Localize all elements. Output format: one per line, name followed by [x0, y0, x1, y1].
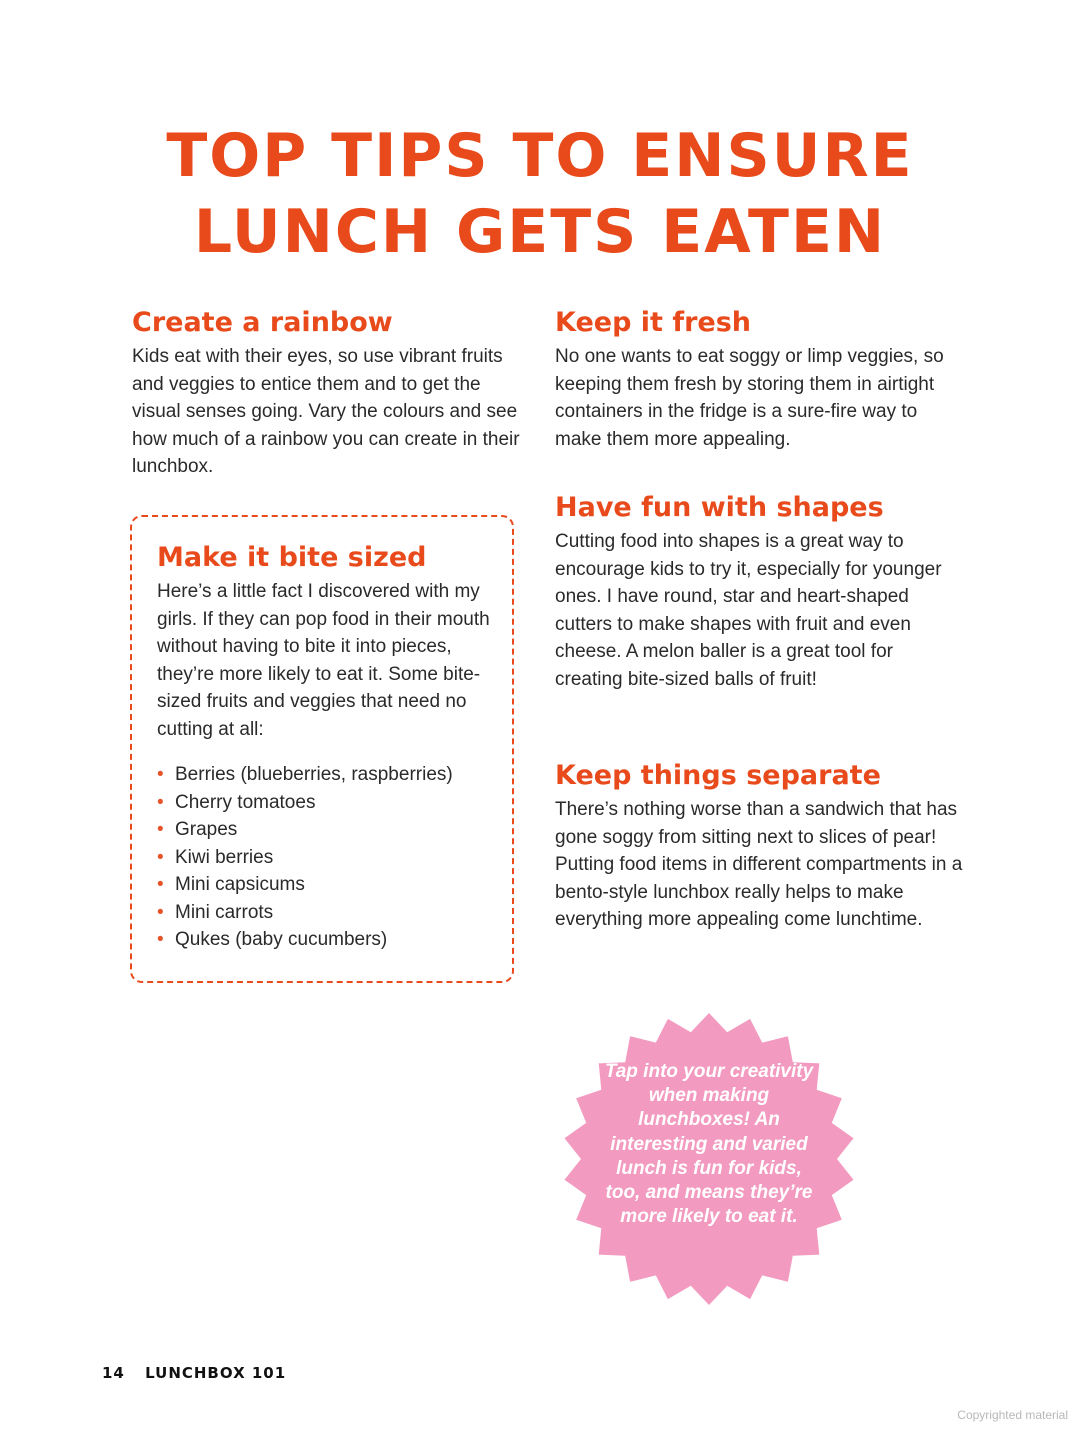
page-title-line-1: TOP TIPS TO ENSURE	[166, 121, 914, 191]
list-item	[157, 899, 502, 927]
list-item-text: Qukes (baby cucumbers)	[175, 929, 388, 950]
section-heading: Have fun with shapes	[555, 492, 884, 523]
bullet-dot-icon: •	[157, 929, 164, 950]
list-item-text: Kiwi berries	[175, 846, 274, 868]
list-item	[157, 789, 502, 817]
bullet-dot-icon: •	[157, 764, 164, 785]
list-item	[157, 816, 502, 844]
callout-text: Tap into your creativity when making lunchboxes! An interesting and varied lunch is fun for kids, too, and means they’re more likely to eat it.	[604, 1061, 814, 1228]
bite-sized-content	[157, 541, 502, 954]
list-item	[157, 926, 502, 954]
page-footer	[102, 1364, 286, 1382]
list-item-text: Grapes	[175, 819, 238, 840]
section-keep-things-separate	[555, 759, 965, 934]
list-item-text: Cherry tomatoes	[175, 791, 316, 813]
copyright-notice: Copyrighted material	[957, 1408, 1068, 1422]
book-title: LUNCHBOX 101	[145, 1364, 287, 1382]
section-heading: Make it bite sized	[157, 542, 427, 573]
section-body: No one wants to eat soggy or limp veggies, so keeping them fresh by storing them in airtight containers in the fridge is a sure-fire way to make them more appealing.	[555, 346, 944, 450]
bullet-dot-icon: •	[157, 846, 164, 868]
list-item	[157, 871, 502, 899]
list-item-text: Mini carrots	[175, 901, 274, 923]
creativity-callout	[562, 1012, 856, 1306]
list-item-text: Mini capsicums	[175, 874, 305, 895]
bullet-dot-icon: •	[157, 901, 164, 923]
bullet-dot-icon: •	[157, 874, 164, 895]
page-title-line-2: LUNCH GETS EATEN	[193, 197, 887, 267]
section-body: Cutting food into shapes is a great way to encourage kids to try it, especially for younger ones. I have round, star and heart-shaped cutters to make shapes with fruit and even cheese. A melon baller is a great tool for creating bite-sized balls of fruit!	[555, 531, 942, 690]
bullet-dot-icon: •	[157, 791, 164, 813]
section-body: Here’s a little fact I discovered with my girls. If they can pop food in their mouth without having to bite it into pieces, they’re more likely to eat it. Some bite-sized fruits and veggies that need no cutting at all:	[157, 581, 490, 740]
list-item-text: Berries (blueberries, raspberries)	[175, 764, 453, 785]
section-body: Kids eat with their eyes, so use vibrant fruits and veggies to entice them and to get the visual senses going. Vary the colours and see how much of a rainbow you can create in their lunchbox.	[132, 346, 520, 477]
section-keep-it-fresh	[555, 306, 965, 453]
list-item	[157, 844, 502, 872]
section-have-fun-with-shapes	[555, 491, 955, 693]
section-body: There’s nothing worse than a sandwich that has gone soggy from sitting next to slices of pear! Putting food items in different compartments in a bento-style lunchbox really helps to make everything more appealing come lunchtime.	[555, 799, 963, 930]
bite-sized-box	[130, 515, 514, 983]
section-heading: Create a rainbow	[132, 307, 393, 338]
list-item	[157, 761, 502, 789]
bullet-dot-icon: •	[157, 819, 164, 840]
section-make-it-bite-sized	[157, 541, 502, 743]
page-number: 14	[102, 1364, 125, 1382]
section-heading: Keep it fresh	[555, 307, 752, 338]
section-heading: Keep things separate	[555, 760, 881, 791]
bite-sized-list	[157, 761, 502, 954]
page-title	[0, 118, 1080, 270]
section-create-a-rainbow	[132, 306, 532, 481]
